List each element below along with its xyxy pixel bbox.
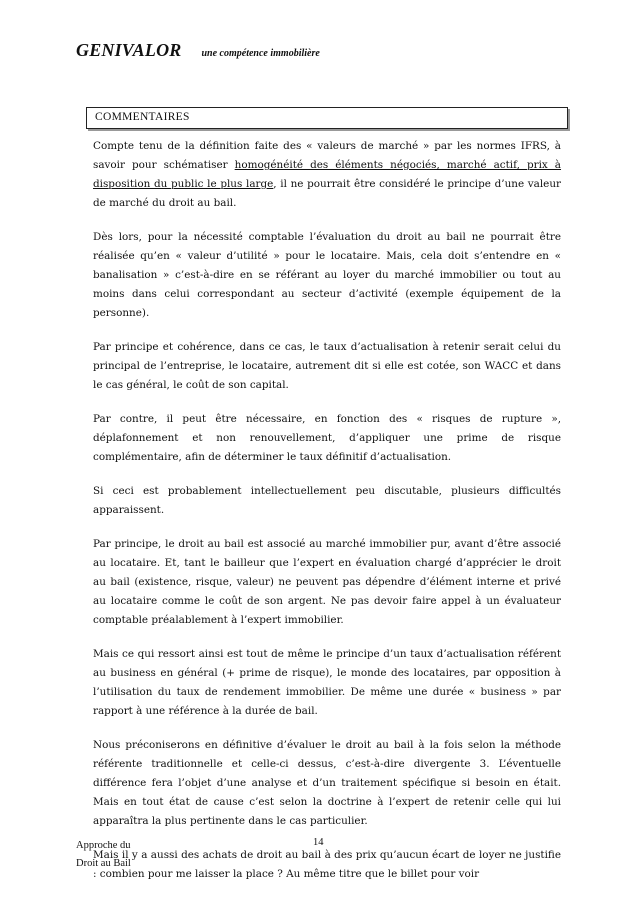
paragraph-5: Si ceci est probablement intellectuellement peu discutable, plusieurs difficultés apparaissent.	[93, 485, 561, 516]
paragraph-3: Par principe et cohérence, dans ce cas, le taux d’actualisation à retenir serait celui du principal de l’entreprise, le locataire, autrement dit si elle est cotée, son WACC et dans le cas général, le coût de son capital.	[93, 341, 561, 391]
footer-title-line-2: Droit au Bail	[76, 858, 131, 869]
brand-name: GENIVALOR	[76, 40, 182, 60]
paragraph-9: Mais il y a aussi des achats de droit au bail à des prix qu’aucun écart de loyer ne justifie : combien pour me laisser la place ? Au même titre que le billet pour voir	[93, 849, 561, 880]
brand-tagline: une compétence immobilière	[201, 48, 320, 59]
paragraph-1-underlined: homogénéité des éléments négociés, marché actif, prix à disposition du public le plus large	[93, 159, 562, 190]
document-header	[76, 40, 320, 61]
paragraph-6: Par principe, le droit au bail est associé au marché immobilier pur, avant d’être associé au locataire. Et, tant le bailleur que l’expert en évaluation chargé d’apprécier le droit au bail (existence, risque, valeur) ne peuvent pas dépendre d’élément interne et privé au locataire comme le coût de son argent. Ne pas devoir faire appel à un évaluateur comptable préalablement à l’expert immobilier.	[93, 538, 561, 626]
paragraph-7: Mais ce qui ressort ainsi est tout de même le principe d’un taux d’actualisation référent au business en général (+ prime de risque), le monde des locataires, par opposition à l’utilisation du taux de rendement immobilier. De même une durée « business » par rapport à une référence à la durée de bail.	[93, 648, 561, 717]
paragraph-1-end: , il ne pourrait être considéré le principe d’une valeur de marché du droit au bail.	[93, 178, 561, 209]
footer-document-title	[76, 837, 131, 873]
footer-title-line-1: Approche du	[76, 840, 131, 851]
paragraph-8: Nous préconiserons en définitive d’évaluer le droit au bail à la fois selon la méthode référente traditionnelle et celle-ci dessus, c’est-à-dire divergente 3. L’éventuelle différence fera l’objet d’une analyse et d’un traitement spécifique si besoin en était. Mais en tout état de cause c’est selon la doctrine à l’expert de retenir celle qui lui apparaîtra la plus pertinente dans le cas particulier.	[93, 739, 561, 827]
section-heading-box	[86, 107, 568, 129]
paragraph-2: Dès lors, pour la nécessité comptable l’évaluation du droit au bail ne pourrait être réalisée qu’en « valeur d’utilité » pour le locataire. Mais, cela doit s’entendre en « banalisation » c’est-à-dire en se référant au loyer du marché immobilier ou tout au moins dans celui correspondant au secteur d’activité (exemple équipement de la personne).	[93, 231, 561, 319]
body-text	[93, 137, 561, 899]
paragraph-1	[93, 137, 561, 213]
section-title: COMMENTAIRES	[95, 111, 190, 123]
page-number: 14	[313, 837, 324, 848]
paragraph-1-intro: Compte tenu de la définition faite des « valeurs de marché » par les normes IFRS, à savoir pour schématiser	[93, 140, 561, 171]
paragraph-4: Par contre, il peut être nécessaire, en fonction des « risques de rupture », déplafonnement et non renouvellement, d’appliquer une prime de risque complémentaire, afin de déterminer le taux définitif d’actualisation.	[93, 413, 561, 463]
